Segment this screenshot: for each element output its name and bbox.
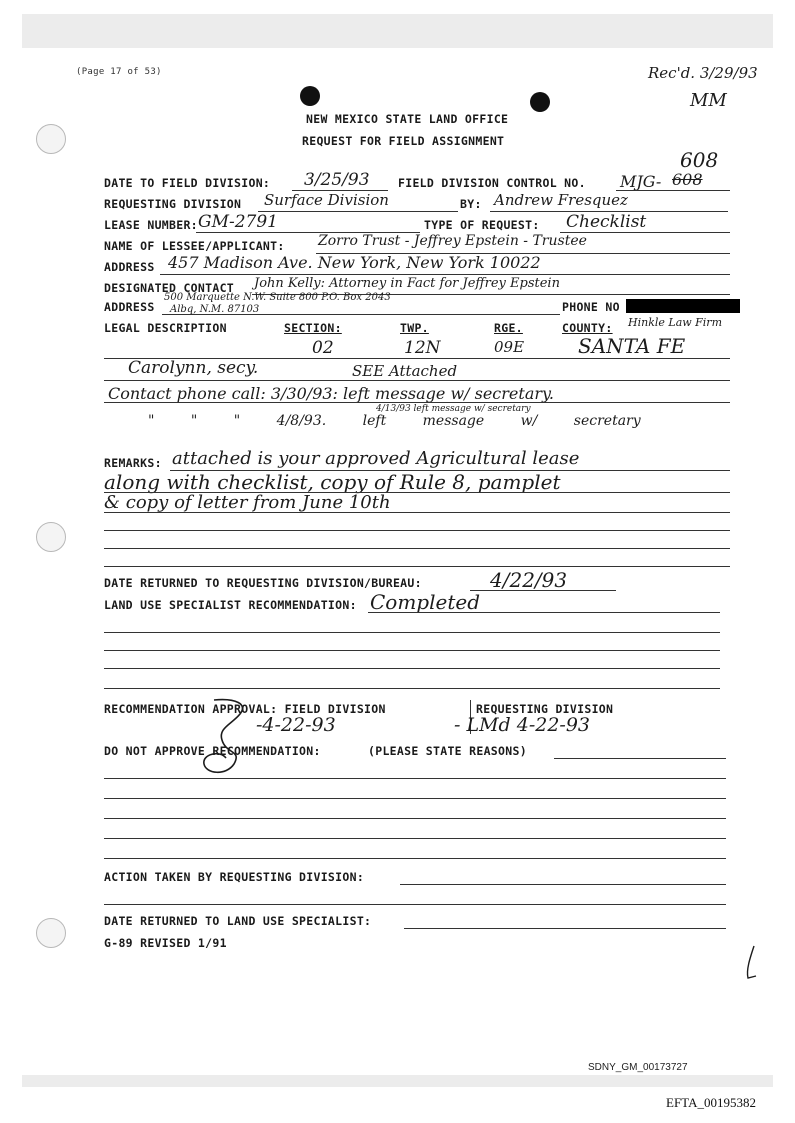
- date-returned-specialist-label: DATE RETURNED TO LAND USE SPECIALIST:: [104, 914, 372, 928]
- remarks-line-2: along with checklist, copy of Rule 8, pamplet: [104, 470, 561, 494]
- field-underline: [104, 818, 726, 819]
- see-attached-note: SEE Attached: [352, 362, 458, 380]
- county-value: SANTA FE: [578, 334, 686, 358]
- contact-address-label: ADDRESS: [104, 300, 155, 314]
- field-underline: [104, 548, 730, 549]
- date-returned-label: DATE RETURNED TO REQUESTING DIVISION/BUREAU:: [104, 576, 422, 590]
- designated-contact-value: John Kelly: Attorney in Fact for Jeffrey Epstein: [254, 276, 560, 291]
- field-underline: [104, 566, 730, 567]
- field-underline: [470, 590, 616, 591]
- specialist-recommendation-value: Completed: [370, 590, 481, 614]
- designated-contact-label: DESIGNATED CONTACT: [104, 281, 235, 295]
- form-title: REQUEST FOR FIELD ASSIGNMENT: [302, 134, 505, 148]
- date-returned-value: 4/22/93: [490, 568, 568, 592]
- lessee-label: NAME OF LESSEE/APPLICANT:: [104, 239, 285, 253]
- page-marker: (Page 17 of 53): [76, 67, 162, 77]
- contact-log-line3: " " " 4/8/93. left message w/ secretary: [148, 413, 641, 429]
- field-underline: [104, 858, 726, 859]
- control-no-struck: 608: [672, 170, 703, 189]
- field-underline: [104, 688, 720, 689]
- rge-value: 09E: [494, 338, 525, 356]
- scan-bottom-band: [22, 1075, 773, 1087]
- remarks-label: REMARKS:: [104, 456, 162, 470]
- field-underline: [104, 650, 720, 651]
- field-underline: [104, 838, 726, 839]
- lease-number-label: LEASE NUMBER:: [104, 218, 198, 232]
- field-underline: [104, 904, 726, 905]
- field-underline: [104, 632, 720, 633]
- twp-value: 12N: [404, 338, 441, 358]
- binder-hole-icon: [36, 918, 66, 948]
- do-not-approve-note: (PLEASE STATE REASONS): [368, 744, 527, 758]
- by-value: Andrew Fresquez: [494, 191, 628, 209]
- binder-hole-icon: [36, 124, 66, 154]
- date-to-field-division-value: 3/25/93: [304, 170, 370, 190]
- field-underline: [160, 274, 730, 275]
- contact-log-line3b: 4/13/93 left message w/ secretary: [376, 404, 531, 414]
- field-underline: [104, 798, 726, 799]
- field-underline: [162, 314, 560, 315]
- field-underline: [104, 512, 730, 513]
- form-number: G-89 REVISED 1/91: [104, 936, 227, 950]
- address-value: 457 Madison Ave. New York, New York 10022: [168, 253, 541, 272]
- field-underline: [104, 530, 730, 531]
- contact-address-line1: 500 Marquette N.W. Suite 800 P.O. Box 2043: [164, 292, 391, 303]
- control-no-label: FIELD DIVISION CONTROL NO.: [398, 176, 586, 190]
- agency-title: NEW MEXICO STATE LAND OFFICE: [306, 112, 509, 126]
- field-underline: [104, 380, 730, 381]
- scan-top-band: [22, 14, 773, 48]
- phone-label: PHONE NO: [562, 300, 620, 314]
- requesting-division-approval-label: REQUESTING DIVISION: [476, 702, 614, 716]
- contact-firm: Hinkle Law Firm: [628, 316, 722, 329]
- state-seal-icon: [530, 92, 550, 112]
- contact-log-line2: Contact phone call: 3/30/93: left message w/ secretary.: [108, 384, 554, 403]
- bates-number: SDNY_GM_00173727: [588, 1062, 688, 1073]
- contact-log-line1: Carolynn, secy.: [128, 358, 259, 378]
- action-taken-label: ACTION TAKEN BY REQUESTING DIVISION:: [104, 870, 365, 884]
- margin-mark-icon: [740, 944, 760, 984]
- efta-number: EFTA_00195382: [666, 1095, 756, 1110]
- field-approval-value: -4-22-93: [256, 714, 336, 736]
- date-to-field-division-label: DATE TO FIELD DIVISION:: [104, 176, 271, 190]
- field-underline: [258, 211, 458, 212]
- lease-number-value: GM-2791: [198, 212, 278, 232]
- type-of-request-value: Checklist: [566, 212, 647, 232]
- field-underline: [104, 402, 730, 403]
- field-underline: [104, 668, 720, 669]
- rge-header: RGE.: [494, 321, 523, 335]
- requesting-approval-value: - LMd 4-22-93: [454, 714, 591, 736]
- field-underline: [104, 778, 726, 779]
- requesting-division-label: REQUESTING DIVISION: [104, 197, 242, 211]
- twp-header: TWP.: [400, 321, 429, 335]
- field-underline: [404, 928, 726, 929]
- county-header: COUNTY:: [562, 321, 613, 335]
- received-stamp: Rec'd. 3/29/93: [648, 64, 758, 82]
- field-underline: [368, 612, 720, 613]
- address-label: ADDRESS: [104, 260, 155, 274]
- requesting-division-value: Surface Division: [264, 191, 389, 209]
- control-no-value: MJG-: [620, 172, 662, 191]
- do-not-approve-label: DO NOT APPROVE RECOMMENDATION:: [104, 744, 321, 758]
- binder-hole-icon: [36, 522, 66, 552]
- state-seal-icon: [300, 86, 320, 106]
- field-underline: [616, 190, 730, 191]
- approval-label: RECOMMENDATION APPROVAL: FIELD DIVISION: [104, 702, 386, 716]
- redaction-box: [626, 299, 740, 313]
- lessee-value: Zorro Trust - Jeffrey Epstein - Trustee: [318, 233, 587, 249]
- section-header: SECTION:: [284, 321, 342, 335]
- field-underline: [400, 884, 726, 885]
- remarks-line-1: attached is your approved Agricultural lease: [172, 448, 580, 469]
- section-value: 02: [312, 338, 334, 358]
- approval-signature-icon: [196, 694, 266, 784]
- received-initials: MM: [690, 90, 727, 111]
- by-label: BY:: [460, 197, 482, 211]
- legal-description-label: LEGAL DESCRIPTION: [104, 321, 227, 335]
- field-underline: [554, 758, 726, 759]
- type-of-request-label: TYPE OF REQUEST:: [424, 218, 540, 232]
- contact-address-line2: Albq, N.M. 87103: [170, 304, 260, 315]
- remarks-line-3: & copy of letter from June 10th: [104, 492, 391, 513]
- control-number-note: 608: [680, 148, 719, 172]
- specialist-recommendation-label: LAND USE SPECIALIST RECOMMENDATION:: [104, 598, 357, 612]
